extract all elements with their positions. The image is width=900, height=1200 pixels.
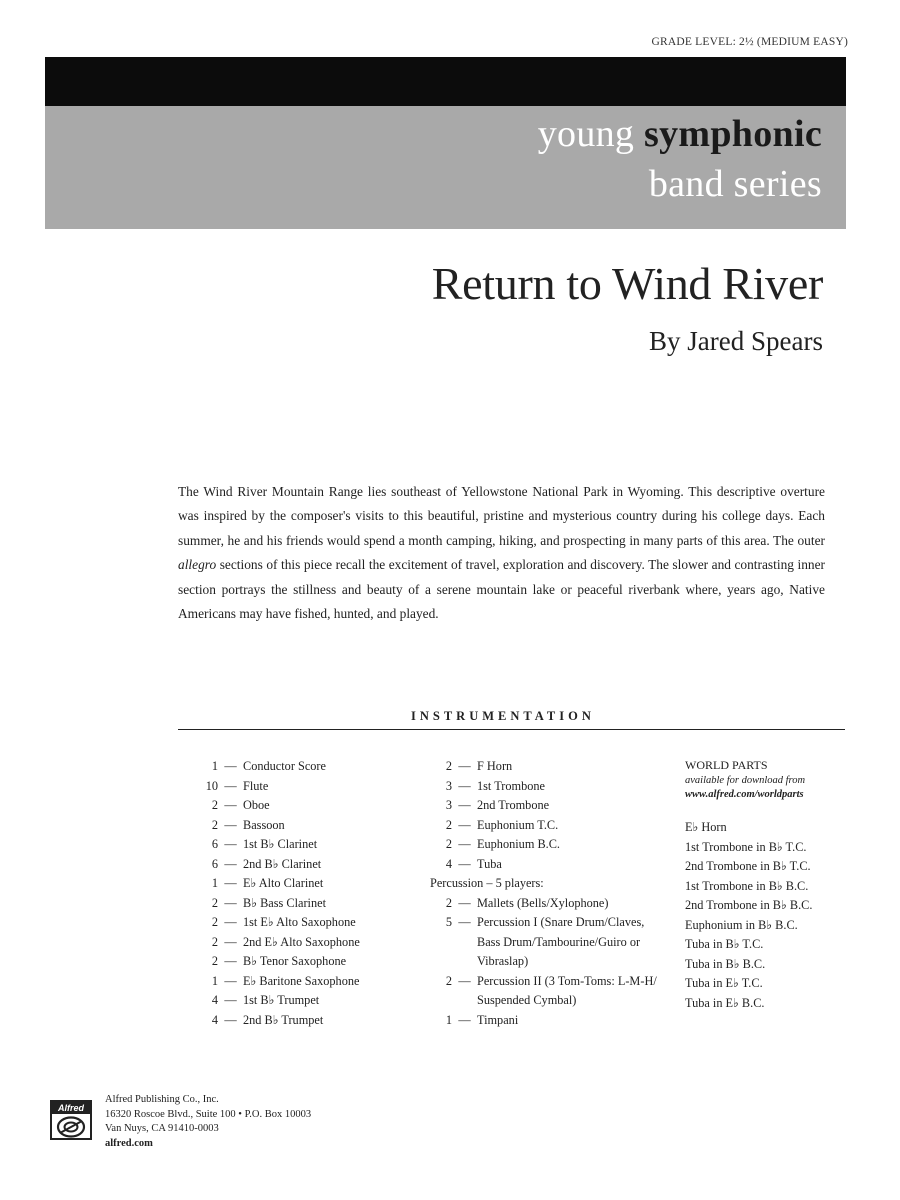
instrument-row (196, 894, 406, 914)
instrument-quantity: 2 (211, 798, 218, 812)
world-parts-heading: WORLD PARTS (685, 758, 768, 772)
instrument-quantity: 2 (445, 817, 452, 832)
world-parts-column (685, 757, 855, 1013)
instrument-quantity: 4 (211, 1012, 218, 1027)
instrument-quantity: 2 (445, 837, 452, 851)
instrument-dash: — (224, 759, 237, 773)
instrument-quantity: 6 (211, 856, 218, 871)
instrument-dash: — (224, 876, 237, 890)
program-note-part-1: The Wind River Mountain Range lies southeast of Yellowstone National Park in Wyoming. This descriptive overture was inspired by the composer's visits to this beautiful, pristine and mysterious country during his college days. Each summer, he and his friends would spend a month camping, hiking, and prospecting in many parts of this area. The outer (178, 484, 825, 548)
instrument-quantity: 3 (445, 798, 452, 812)
instrument-name: Tuba (477, 856, 502, 871)
instrument-name: 2nd B♭ Clarinet (243, 856, 322, 871)
world-parts-subtitle: available for download from (685, 775, 806, 786)
instrument-row (430, 757, 670, 777)
alfred-logo (50, 1100, 92, 1140)
instrument-name: Oboe (243, 798, 270, 812)
instrument-row (430, 855, 670, 875)
world-parts-link[interactable]: www.alfred.com/worldparts (685, 789, 804, 800)
world-part-item: 2nd Trombone in B♭ T.C. (685, 859, 811, 873)
world-part-item: 1st Trombone in B♭ B.C. (685, 878, 809, 893)
instrument-row (196, 855, 406, 875)
world-part-item: 2nd Trombone in B♭ B.C. (685, 898, 813, 912)
world-part-item: 1st Trombone in B♭ T.C. (685, 839, 807, 854)
instrument-dash: — (224, 895, 237, 910)
instrument-row (196, 913, 406, 933)
instrument-dash: — (458, 759, 471, 773)
piece-title: Return to Wind River (431, 258, 823, 309)
instrument-name: 2nd E♭ Alto Saxophone (243, 934, 360, 949)
publisher-url[interactable]: alfred.com (105, 1137, 153, 1149)
instrument-quantity: 1 (211, 973, 218, 988)
instrument-row (196, 874, 406, 894)
instrument-dash: — (224, 778, 237, 793)
instrument-row (196, 835, 406, 855)
instrument-quantity: 2 (445, 759, 452, 773)
instrumentation-heading-wrap (178, 709, 845, 724)
instrument-quantity: 2 (445, 895, 452, 910)
instrument-name: Flute (243, 778, 269, 793)
series-word-symphonic: symphonic (644, 113, 822, 155)
instrument-dash: — (458, 915, 471, 929)
instrument-row (196, 796, 406, 816)
instrument-name: Euphonium B.C. (477, 837, 561, 851)
composer-byline: By Jared Spears (649, 326, 823, 356)
program-note-part-2: sections of this piece recall the excitement of travel, exploration and discovery. The slower and contrasting inner section portrays the stillness and beauty of a serene mountain lake or peaceful riverbank where, years ago, Native Americans may have fished, hunted, and played. (178, 557, 825, 622)
instrument-row (430, 796, 670, 816)
instrument-quantity: 1 (445, 1012, 452, 1027)
instrument-name: 1st Trombone (477, 778, 545, 793)
instrument-dash: — (458, 973, 471, 988)
series-line-1 (538, 112, 822, 156)
instrument-row (196, 933, 406, 953)
instrument-dash: — (458, 895, 471, 910)
publisher-address-1: 16320 Roscoe Blvd., Suite 100 • P.O. Box 10003 (105, 1108, 312, 1120)
instrument-quantity: 10 (205, 778, 218, 793)
world-part-item: Tuba in E♭ T.C. (685, 976, 763, 990)
instrument-name: B♭ Bass Clarinet (243, 895, 326, 910)
instrument-name: 1st B♭ Trumpet (243, 993, 320, 1007)
instrument-row (196, 1011, 406, 1031)
instrument-quantity: 4 (211, 993, 218, 1007)
instrument-row (196, 777, 406, 797)
instrument-dash: — (224, 915, 237, 929)
instrument-dash: — (224, 837, 237, 851)
instrument-name: Bassoon (243, 817, 285, 832)
instrument-name: E♭ Baritone Saxophone (243, 973, 360, 988)
alfred-logo-text: Alfred (52, 1102, 90, 1114)
world-part-item: Tuba in B♭ T.C. (685, 937, 764, 951)
instrument-quantity: 3 (445, 778, 452, 793)
instrument-row (196, 952, 406, 972)
instrument-dash: — (224, 993, 237, 1007)
world-parts-list (685, 818, 855, 1013)
instrument-name: Timpani (477, 1012, 519, 1027)
instrument-dash: — (458, 1012, 471, 1027)
instrument-dash: — (224, 856, 237, 871)
instrument-dash: — (224, 798, 237, 812)
percussion-label: Percussion – 5 players: (430, 876, 544, 890)
instrument-name: Mallets (Bells/Xylophone) (477, 895, 609, 910)
instrument-name: Percussion II (3 Tom-Toms: L-M-H/ (477, 973, 657, 988)
instrument-dash: — (458, 817, 471, 832)
instrument-name-continued: Suspended Cymbal) (477, 993, 577, 1007)
instrument-row (430, 933, 670, 953)
world-part-item: Euphonium in B♭ B.C. (685, 917, 798, 932)
instrumentation-rule (178, 729, 845, 730)
instrument-name: B♭ Tenor Saxophone (243, 954, 347, 968)
instrument-row (430, 1011, 670, 1031)
instrument-name: E♭ Alto Clarinet (243, 876, 324, 890)
instrument-dash: — (224, 817, 237, 832)
instrument-quantity: 2 (211, 817, 218, 832)
instrument-row (430, 894, 670, 914)
instrument-quantity: 4 (445, 856, 452, 871)
header-black-band (45, 57, 846, 106)
world-part-item: Tuba in E♭ B.C. (685, 995, 765, 1010)
instrument-dash: — (224, 973, 237, 988)
instrument-row (196, 757, 406, 777)
instrumentation-heading: INSTRUMENTATION (411, 709, 595, 723)
instrument-dash: — (224, 954, 237, 968)
instrumentation-column-1 (196, 757, 406, 1030)
instrument-dash: — (458, 856, 471, 871)
instrument-quantity: 2 (211, 895, 218, 910)
instrument-name: 1st E♭ Alto Saxophone (243, 915, 356, 929)
instrument-name: 2nd Trombone (477, 798, 550, 812)
instrument-quantity: 5 (445, 915, 452, 929)
series-line-2: band series (648, 163, 822, 205)
instrument-row (430, 816, 670, 836)
instrument-row (430, 777, 670, 797)
instrument-name: Euphonium T.C. (477, 817, 559, 832)
publisher-address-2: Van Nuys, CA 91410-0003 (105, 1123, 219, 1134)
world-part-item: E♭ Horn (685, 820, 727, 834)
instrument-dash: — (224, 1012, 237, 1027)
instrument-row (430, 972, 670, 992)
instrument-row (196, 972, 406, 992)
instrumentation-column-2 (430, 757, 670, 1030)
instrument-row (430, 952, 670, 972)
instrument-quantity: 2 (445, 973, 452, 988)
instrument-row (196, 991, 406, 1011)
instrument-name-continued: Bass Drum/Tambourine/Guiro or (477, 934, 641, 949)
instrument-row (430, 874, 670, 894)
alfred-logo-emblem (56, 1116, 86, 1138)
instrument-row (430, 835, 670, 855)
instrument-quantity: 1 (211, 876, 218, 890)
instrument-name-continued: Vibraslap) (477, 954, 529, 968)
series-word-young: young (537, 113, 635, 155)
grade-level: GRADE LEVEL: 2½ (MEDIUM EASY) (651, 36, 848, 48)
instrument-dash: — (458, 778, 471, 793)
instrument-dash: — (458, 798, 471, 812)
world-parts-spacer (685, 804, 855, 818)
world-part-item: Tuba in B♭ B.C. (685, 956, 766, 971)
instrument-row (430, 913, 670, 933)
instrument-quantity: 2 (211, 934, 218, 949)
instrument-row (196, 816, 406, 836)
program-note-italic: allegro (178, 557, 217, 573)
series-banner (45, 106, 846, 229)
instrument-name: 2nd B♭ Trumpet (243, 1012, 324, 1027)
instrument-row (430, 991, 670, 1011)
instrument-name: F Horn (477, 759, 513, 773)
program-note (178, 480, 825, 626)
publisher-info (105, 1093, 311, 1151)
instrument-dash: — (458, 837, 471, 851)
instrument-name: 1st B♭ Clarinet (243, 837, 318, 851)
instrument-name: Conductor Score (243, 759, 326, 773)
instrument-dash: — (224, 934, 237, 949)
instrument-quantity: 1 (211, 759, 218, 773)
instrument-quantity: 6 (211, 837, 218, 851)
instrument-quantity: 2 (211, 954, 218, 968)
instrument-name: Percussion I (Snare Drum/Claves, (477, 915, 645, 929)
instrument-quantity: 2 (211, 915, 218, 929)
publisher-name: Alfred Publishing Co., Inc. (105, 1094, 219, 1105)
